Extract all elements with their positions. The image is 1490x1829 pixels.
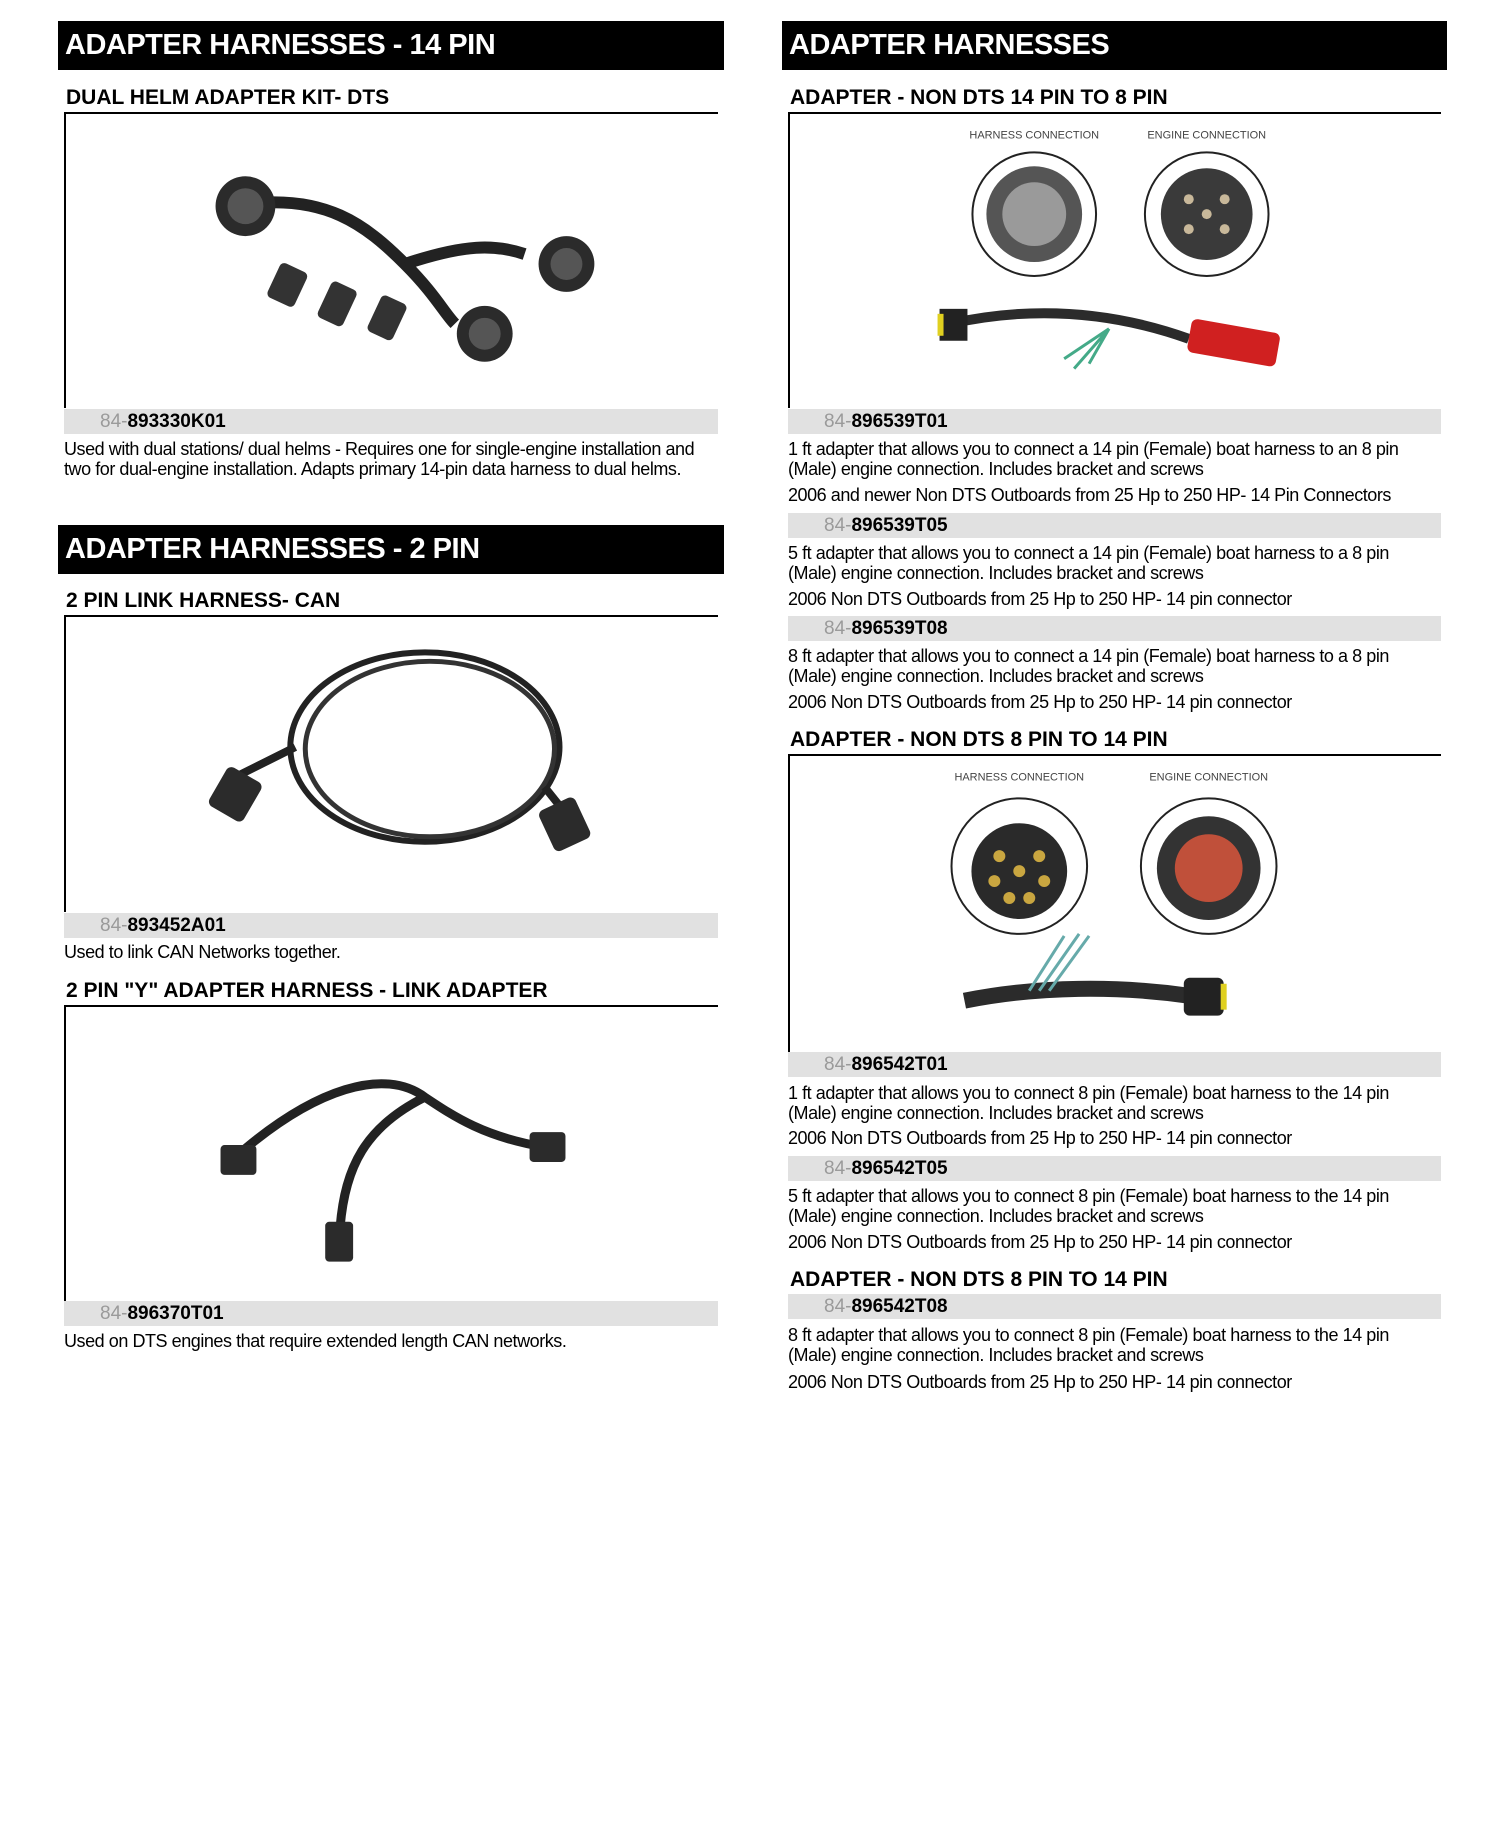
part-prefix: 84- — [100, 915, 128, 936]
part-prefix: 84- — [824, 1296, 852, 1317]
product-compatibility: 2006 Non DTS Outboards from 25 Hp to 250 HP- 14 pin connector — [788, 589, 1292, 609]
part-number: 896542T05 — [851, 1158, 948, 1179]
engine-connection-label: ENGINE CONNECTION — [1149, 771, 1269, 784]
product-description: 5 ft adapter that allows you to connect 8 pin (Female) boat harness to the 14 pin (Male) engine connection. Includes bracket and screws — [788, 1186, 1389, 1226]
product-description: 8 ft adapter that allows you to connect 8 pin (Female) boat harness to the 14 pin (Male) engine connection. Includes bracket and screws — [788, 1325, 1389, 1365]
part-number: 896539T01 — [851, 411, 948, 432]
product-title-link-harness: 2 PIN LINK HARNESS- CAN — [64, 589, 718, 617]
engine-connection-label: ENGINE CONNECTION — [1147, 129, 1267, 142]
part-prefix: 84- — [824, 515, 852, 536]
part-prefix: 84- — [100, 411, 128, 432]
product-image-link-harness — [64, 617, 718, 912]
product-description: Used on DTS engines that require extended length CAN networks. — [64, 1331, 567, 1351]
part-number: 896370T01 — [127, 1303, 224, 1324]
part-number: 896542T01 — [851, 1054, 948, 1075]
part-prefix: 84- — [824, 618, 852, 639]
product-title-8-to-14: ADAPTER - NON DTS 8 PIN TO 14 PIN — [788, 728, 1441, 756]
part-number: 896539T08 — [851, 618, 948, 639]
part-prefix: 84- — [824, 1158, 852, 1179]
product-description: Used to link CAN Networks together. — [64, 942, 341, 962]
part-number-896542T05 — [788, 1156, 1441, 1181]
section-header-14-pin: ADAPTER HARNESSES - 14 PIN — [58, 21, 724, 70]
product-compatibility: 2006 Non DTS Outboards from 25 Hp to 250 HP- 14 pin connector — [788, 1232, 1292, 1252]
part-number-896539T01 — [788, 409, 1441, 434]
part-number-896542T01 — [788, 1052, 1441, 1077]
product-compatibility: 2006 and newer Non DTS Outboards from 25 Hp to 250 HP- 14 Pin Connectors — [788, 485, 1391, 505]
section-header-2-pin: ADAPTER HARNESSES - 2 PIN — [58, 525, 724, 574]
part-number-896542T08 — [788, 1294, 1441, 1319]
part-number-893330K01 — [64, 409, 718, 434]
harness-connection-label: HARNESS CONNECTION — [969, 129, 1100, 142]
part-number: 893452A01 — [127, 915, 226, 936]
product-image-14-to-8 — [788, 114, 1441, 408]
product-title-8-to-14-8ft: ADAPTER - NON DTS 8 PIN TO 14 PIN — [790, 1268, 1168, 1291]
part-number-896539T08 — [788, 616, 1441, 641]
part-prefix: 84- — [824, 411, 852, 432]
part-number-893452A01 — [64, 913, 718, 938]
product-description: Used with dual stations/ dual helms - Requires one for single-engine installation and two for dual-engine installation. Adapts primary 14-pin data harness to dual helms. — [64, 439, 695, 479]
part-number-896370T01 — [64, 1301, 718, 1326]
product-description: 1 ft adapter that allows you to connect 8 pin (Female) boat harness to the 14 pin (Male) engine connection. Includes bracket and screws — [788, 1083, 1389, 1123]
product-compatibility: 2006 Non DTS Outboards from 25 Hp to 250 HP- 14 pin connector — [788, 1128, 1292, 1148]
part-prefix: 84- — [100, 1303, 128, 1324]
part-number-896539T05 — [788, 513, 1441, 538]
product-title-dual-helm: DUAL HELM ADAPTER KIT- DTS — [64, 86, 718, 114]
product-image-dual-helm — [64, 114, 718, 408]
product-description: 5 ft adapter that allows you to connect a 14 pin (Female) boat harness to a 8 pin (Male) engine connection. Includes bracket and screws — [788, 543, 1389, 583]
part-number: 896539T05 — [851, 515, 948, 536]
product-compatibility: 2006 Non DTS Outboards from 25 Hp to 250 HP- 14 pin connector — [788, 1372, 1292, 1392]
section-header-adapter-harnesses: ADAPTER HARNESSES — [782, 21, 1447, 70]
product-compatibility: 2006 Non DTS Outboards from 25 Hp to 250 HP- 14 pin connector — [788, 692, 1292, 712]
product-description: 1 ft adapter that allows you to connect a 14 pin (Female) boat harness to an 8 pin (Male) engine connection. Includes bracket and screws — [788, 439, 1399, 479]
product-title-14-to-8: ADAPTER - NON DTS 14 PIN TO 8 PIN — [788, 86, 1441, 114]
product-description: 8 ft adapter that allows you to connect a 14 pin (Female) boat harness to a 8 pin (Male) engine connection. Includes bracket and screws — [788, 646, 1389, 686]
product-image-8-to-14 — [788, 756, 1441, 1052]
part-number: 893330K01 — [127, 411, 226, 432]
part-number: 896542T08 — [851, 1296, 948, 1317]
harness-connection-label: HARNESS CONNECTION — [954, 771, 1085, 784]
part-prefix: 84- — [824, 1054, 852, 1075]
product-image-y-adapter — [64, 1007, 718, 1301]
product-title-y-adapter: 2 PIN "Y" ADAPTER HARNESS - LINK ADAPTER — [64, 979, 718, 1007]
